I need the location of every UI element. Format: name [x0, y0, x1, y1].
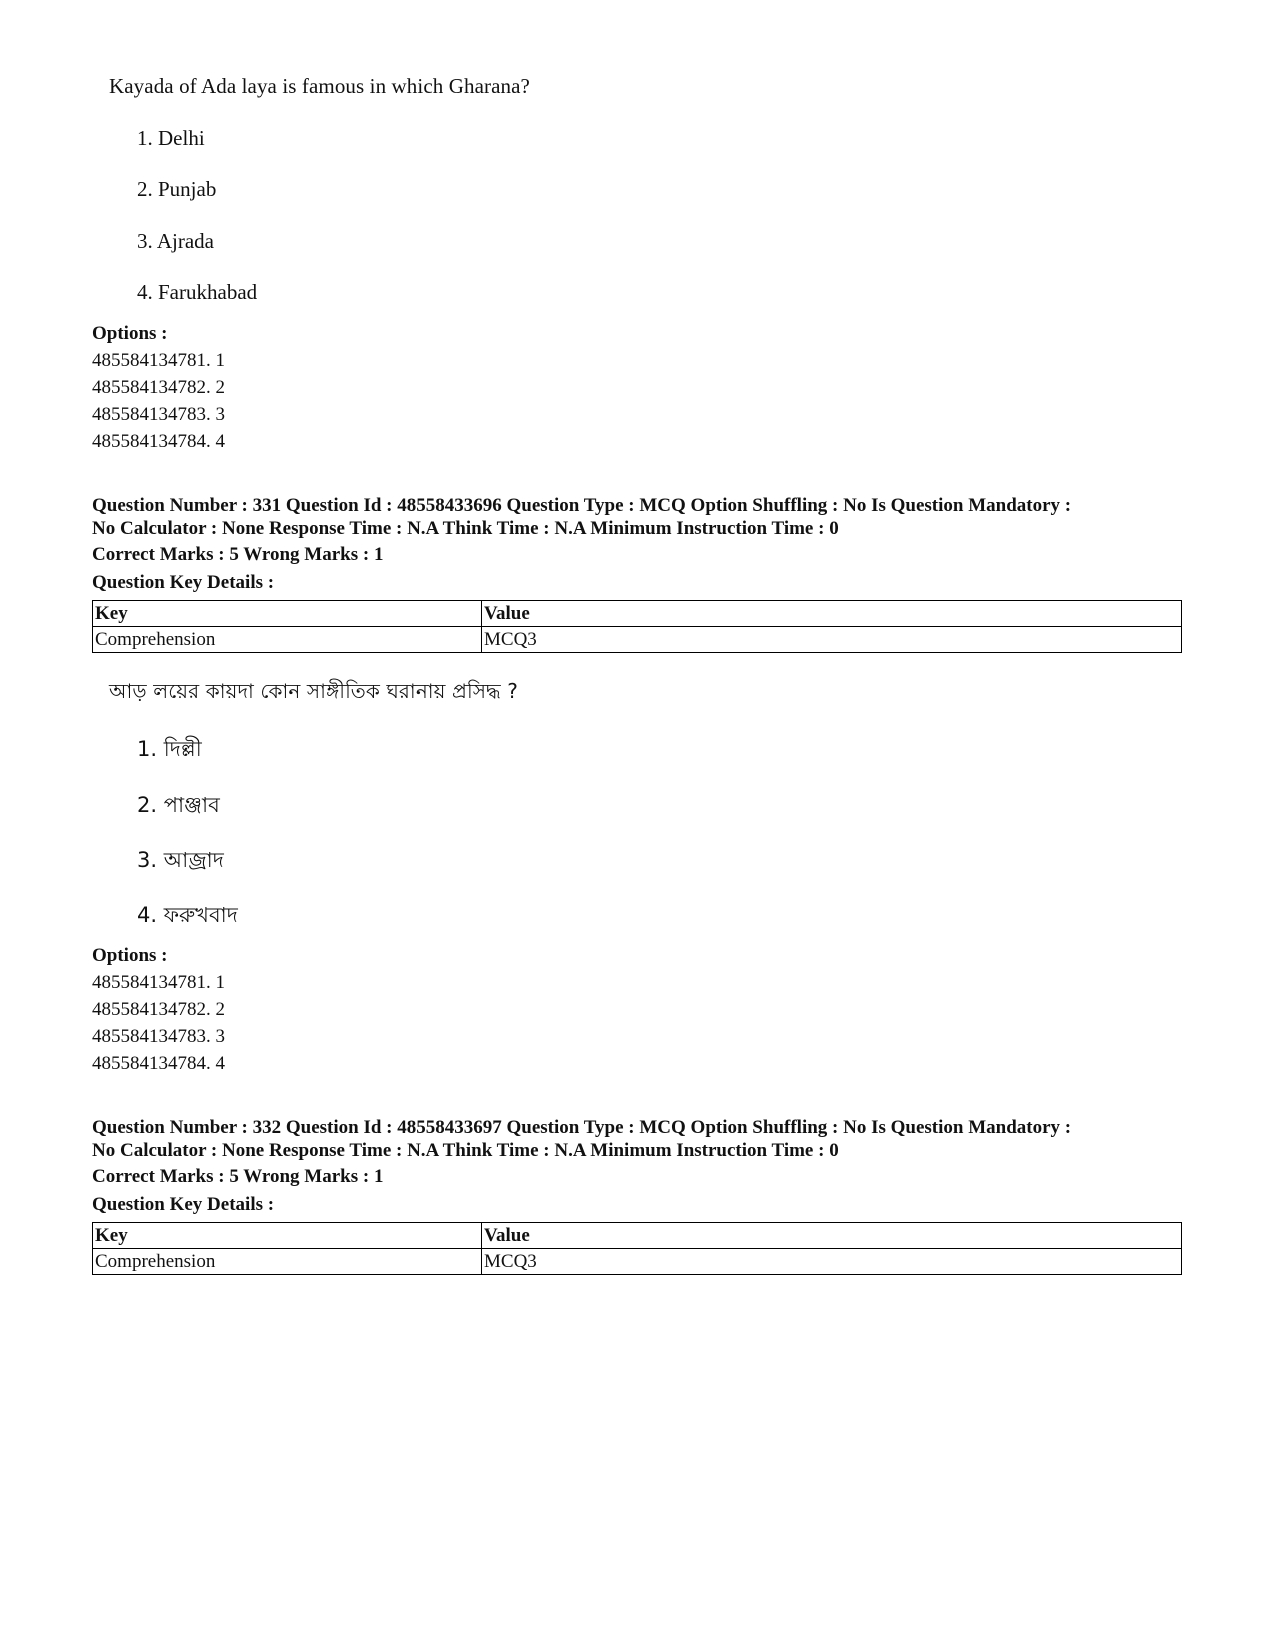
table-header-row [93, 1223, 1182, 1249]
table-header-row [93, 601, 1182, 627]
option-id-4: 485584134784. 4 [92, 1053, 225, 1074]
marks-332: Correct Marks : 5 Wrong Marks : 1 [92, 1166, 384, 1187]
options-label: Options : [92, 945, 168, 966]
table-row [93, 1249, 1182, 1275]
option-id-3: 485584134783. 3 [92, 404, 225, 425]
meta-line-2: No Calculator : None Response Time : N.A Think Time : N.A Minimum Instruction Time : 0 [92, 518, 839, 539]
option-id-1: 485584134781. 1 [92, 972, 225, 993]
question-text: আড় লয়ের কায়দা কোন সাঙ্গীতিক ঘরানায় প্রসিদ্ধ ? [109, 679, 518, 703]
question-meta-332 [92, 1116, 1192, 1162]
choice-1: 1. দিল্লী [137, 737, 202, 761]
choice-3: 3. আজ্রাদ [137, 848, 224, 872]
meta-line-1: Question Number : 331 Question Id : 48558433696 Question Type : MCQ Option Shuffling : No Is Question Mandatory : [92, 495, 1072, 516]
meta-line-1: Question Number : 332 Question Id : 48558433697 Question Type : MCQ Option Shuffling : No Is Question Mandatory : [92, 1117, 1072, 1138]
key-details-label-332: Question Key Details : [92, 1194, 275, 1215]
header-key: Key [93, 601, 482, 627]
options-label: Options : [92, 323, 168, 344]
option-id-3: 485584134783. 3 [92, 1026, 225, 1047]
header-key: Key [93, 1223, 482, 1249]
choice-1: 1. Delhi [137, 126, 205, 150]
key-table-331 [92, 600, 1182, 653]
header-value: Value [482, 1223, 1182, 1249]
meta-line-2: No Calculator : None Response Time : N.A Think Time : N.A Minimum Instruction Time : 0 [92, 1140, 839, 1161]
question-meta-331 [92, 494, 1192, 540]
option-id-4: 485584134784. 4 [92, 431, 225, 452]
key-details-label-331: Question Key Details : [92, 572, 275, 593]
choice-3: 3. Ajrada [137, 229, 214, 253]
header-value: Value [482, 601, 1182, 627]
choice-4: 4. ফরুখবাদ [137, 903, 238, 927]
option-id-2: 485584134782. 2 [92, 999, 225, 1020]
cell-value: MCQ3 [482, 1249, 1182, 1275]
option-id-1: 485584134781. 1 [92, 350, 225, 371]
marks-331: Correct Marks : 5 Wrong Marks : 1 [92, 544, 384, 565]
question-text: Kayada of Ada laya is famous in which Gharana? [109, 74, 530, 98]
table-row [93, 627, 1182, 653]
choice-4: 4. Farukhabad [137, 280, 258, 304]
cell-key: Comprehension [93, 1249, 482, 1275]
option-id-2: 485584134782. 2 [92, 377, 225, 398]
key-table-332 [92, 1222, 1182, 1275]
cell-value: MCQ3 [482, 627, 1182, 653]
cell-key: Comprehension [93, 627, 482, 653]
choice-2: 2. পাঞ্জাব [137, 793, 220, 817]
choice-2: 2. Punjab [137, 177, 217, 201]
